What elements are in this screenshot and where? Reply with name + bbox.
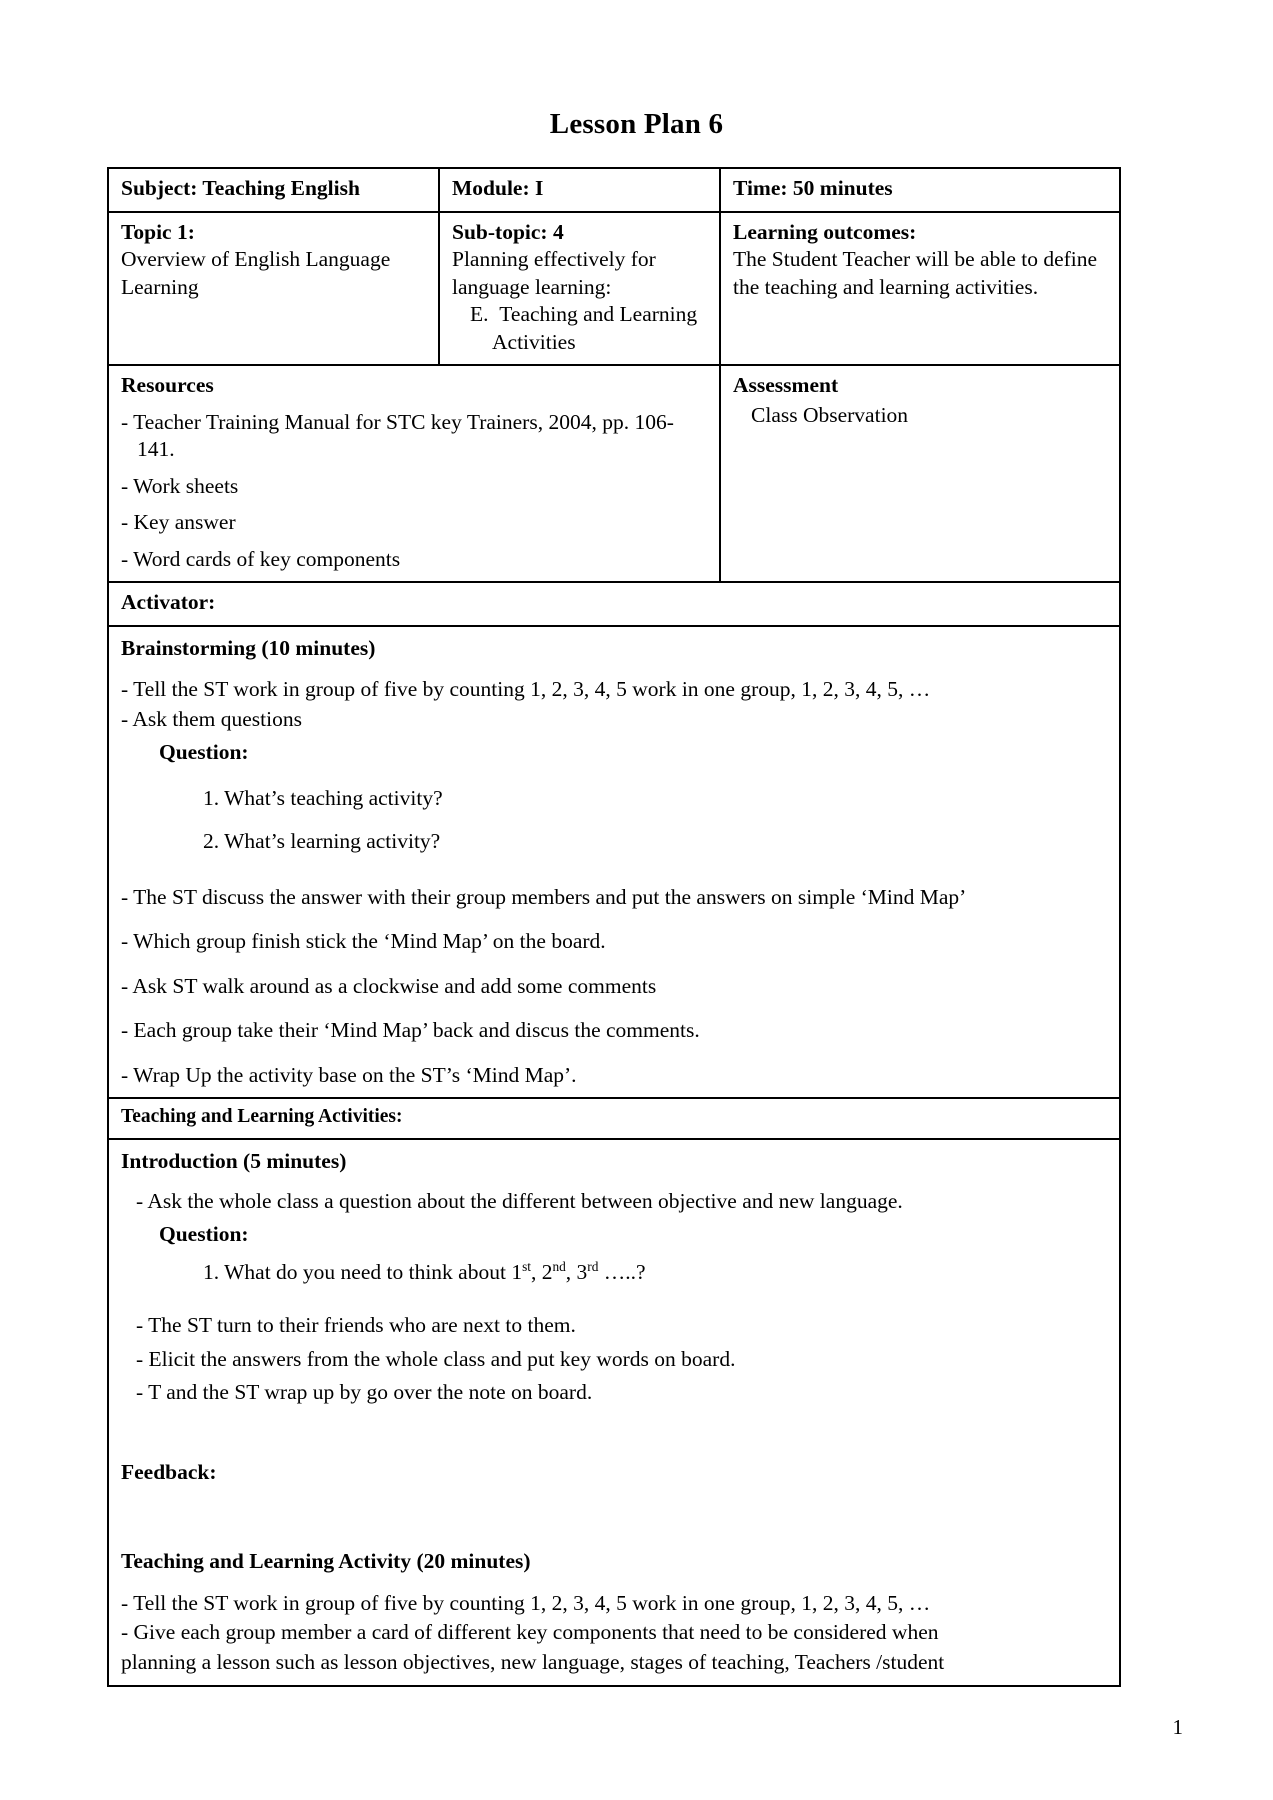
activity-heading: Teaching and Learning Activity (20 minutes) <box>121 1549 531 1574</box>
table-row-topic <box>108 212 1120 366</box>
table-row-brainstorming <box>108 626 1120 1099</box>
feedback-heading: Feedback: <box>121 1459 217 1484</box>
activity-line-1: - Tell the ST work in group of five by counting 1, 2, 3, 4, 5 work in one group, 1, 2, 3, 4, 5, … <box>121 1590 931 1615</box>
brainstorming-bullet: - Wrap Up the activity base on the ST’s ‘Mind Map’. <box>121 1062 577 1087</box>
cell-subject: Subject: Teaching English <box>108 168 439 212</box>
introduction-item: - T and the ST wrap up by go over the note on board. <box>136 1380 593 1405</box>
brainstorming-bullet: - Which group finish stick the ‘Mind Map’ on the board. <box>121 929 606 954</box>
brainstorming-bullet: - The ST discuss the answer with their group members and put the answers on simple ‘Mind Map’ <box>121 884 967 909</box>
subtopic-item <box>470 301 709 356</box>
outcomes-label: Learning outcomes: <box>733 219 917 244</box>
ordinal-suffix-rd: rd <box>587 1258 599 1274</box>
table-row-activator <box>108 582 1120 626</box>
cell-brainstorming <box>108 626 1120 1099</box>
ordinal-suffix-st: st <box>522 1258 531 1274</box>
question-prefix: 1. What do you need to think about 1 <box>203 1259 523 1284</box>
introduction-line-1: - Ask the whole class a question about the different between objective and new language. <box>136 1188 903 1213</box>
brainstorming-heading: Brainstorming (10 minutes) <box>121 635 376 660</box>
activator-heading: Activator: <box>108 582 1120 626</box>
cell-assessment <box>720 365 1120 582</box>
introduction-item: - Elicit the answers from the whole class and put key words on board. <box>136 1346 736 1371</box>
page-number: 1 <box>1172 1715 1183 1739</box>
brainstorming-question-label: Question: <box>159 740 249 765</box>
table-row-tla-header <box>108 1098 1120 1139</box>
introduction-item: - The ST turn to their friends who are next to them. <box>136 1313 576 1338</box>
introduction-question-label: Question: <box>159 1222 249 1247</box>
introduction-heading: Introduction (5 minutes) <box>121 1149 347 1174</box>
subtopic-item-text: Teaching and Learning Activities <box>492 302 698 354</box>
activity-line-3: planning a lesson such as lesson objectives, new language, stages of teaching, Teachers /student <box>121 1650 945 1674</box>
page-title: Lesson Plan 6 <box>549 108 724 140</box>
cell-topic <box>108 212 439 366</box>
spacer-before-feedback <box>121 1407 1109 1459</box>
assessment-item: Class Observation <box>751 402 909 427</box>
cell-time: Time: 50 minutes <box>720 168 1120 212</box>
lesson-plan-table <box>107 167 1121 1687</box>
cell-resources <box>108 365 720 582</box>
resource-item: - Key answer <box>121 510 236 535</box>
cell-introduction <box>108 1139 1120 1685</box>
question-mid-1: , 2 <box>530 1259 553 1284</box>
topic-text: Overview of English Language Learning <box>121 247 391 299</box>
table-row-header <box>108 168 1120 212</box>
table-row-introduction <box>108 1139 1120 1685</box>
topic-label: Topic 1: <box>121 219 195 244</box>
brainstorming-bullet: - Ask ST walk around as a clockwise and add some comments <box>121 973 657 998</box>
brainstorming-question: 2. What’s learning activity? <box>203 829 441 854</box>
subtopic-item-marker: E. <box>470 302 489 327</box>
resource-item: - Teacher Training Manual for STC key Trainers, 2004, pp. 106-141. <box>121 409 674 462</box>
brainstorming-question: 1. What’s teaching activity? <box>203 785 443 810</box>
tla-heading: Teaching and Learning Activities: <box>108 1098 1120 1139</box>
resource-item: - Work sheets <box>121 473 239 498</box>
cell-module: Module: I <box>439 168 720 212</box>
subtopic-label: Sub-topic: 4 <box>452 219 564 244</box>
brainstorming-bullet: - Each group take their ‘Mind Map’ back and discus the comments. <box>121 1018 700 1043</box>
assessment-heading: Assessment <box>733 373 839 398</box>
resource-item: - Word cards of key components <box>121 546 401 571</box>
activity-line-2: - Give each group member a card of different key components that need to be considered when <box>121 1620 939 1645</box>
ordinal-suffix-nd: nd <box>552 1258 566 1274</box>
subtopic-text: Planning effectively for language learning: <box>452 247 656 299</box>
question-suffix: …..? <box>598 1259 646 1284</box>
cell-subtopic <box>439 212 720 366</box>
spacer-before-activity <box>121 1486 1109 1548</box>
introduction-question <box>121 1259 1109 1287</box>
brainstorming-line-1: - Tell the ST work in group of five by counting 1, 2, 3, 4, 5 work in one group, 1, 2, 3, 4, 5, … <box>121 677 931 702</box>
resources-heading: Resources <box>121 373 214 398</box>
cell-outcomes <box>720 212 1120 366</box>
table-row-resources <box>108 365 1120 582</box>
outcomes-text: The Student Teacher will be able to define the teaching and learning activities. <box>733 247 1098 299</box>
brainstorming-line-2: - Ask them questions <box>121 706 302 731</box>
question-mid-2: , 3 <box>565 1259 588 1284</box>
